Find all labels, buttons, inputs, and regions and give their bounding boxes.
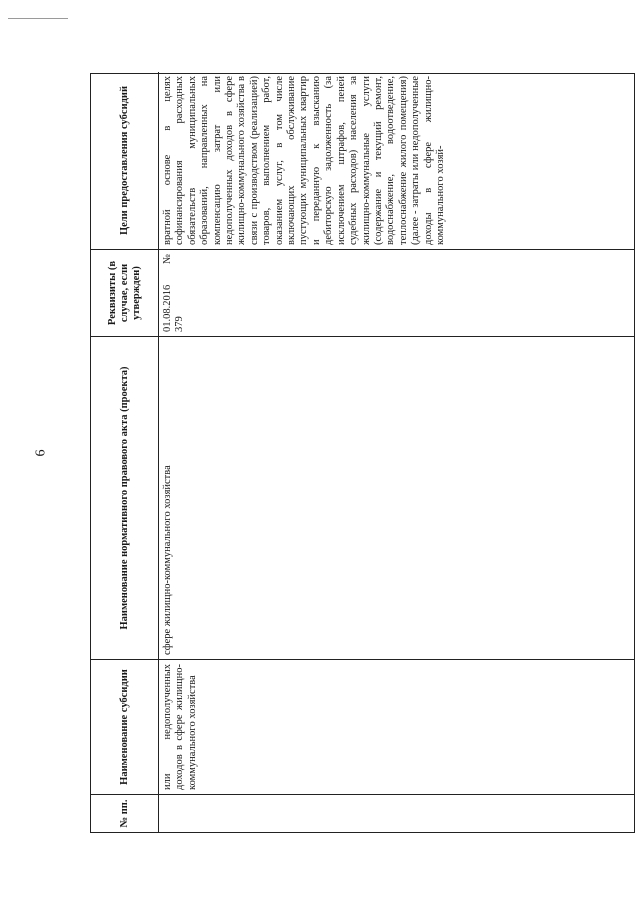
header-num: № пп. [91,795,159,832]
header-requisites: Реквизиты (в случае, если утвержден) [91,250,159,336]
page-number: 6 [33,449,49,457]
column-name [91,659,634,794]
cell-requisites: 01.08.2016 № 379 [162,254,186,332]
cell-name: или недополученных доходов в сфере жилищно-коммунального хозяйства [162,664,198,790]
header-goals: Цели предоставления субсидий [91,72,159,249]
column-goals [91,72,634,249]
subsidy-table [90,73,635,833]
cell-num [159,795,634,832]
cell-act: сфере жилищно-коммунального хозяйства [162,465,173,655]
header-name: Наименование субсидии [91,660,159,794]
column-act [91,336,634,659]
cell-goals: вратной основе в целях софинансирования расходных обязательств муниципальных образований, направленных на компенсацию затрат или недополученных доходов в сфере жилищно-коммунального хозяйства в связи с производством (реализацией) товаров, выполнением работ, оказанием услуг, в том числе включающих обслуживание пустующих муниципальных квартир и переданную к взысканию дебиторскую задолженность (за исключением штрафов, пеней судебных расходов) населения за жилищно-коммунальные услуги (содержание и текущий ремонт, водоснабжение, водоотведение, теплоснабжение жилого помещения) (далее - затраты или недополученные доходы в сфере жилищно-коммунального хозяй- [162,76,446,245]
header-act: Наименование нормативного правового акта (проекта) [91,337,159,659]
column-requisites [91,249,634,336]
column-num [91,794,634,832]
scan-mark [8,18,68,19]
